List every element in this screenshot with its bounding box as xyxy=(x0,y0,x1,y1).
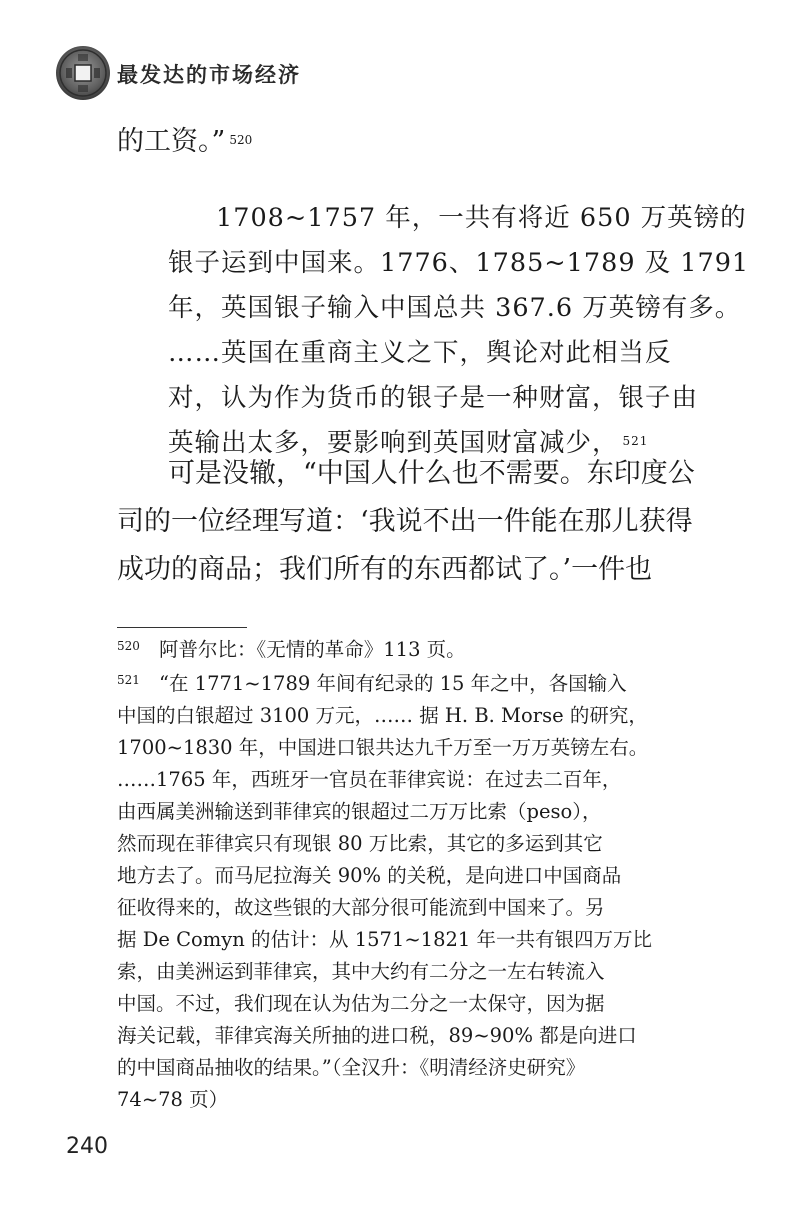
coin-icon xyxy=(55,45,111,101)
running-header xyxy=(55,45,755,105)
footnote-line: 征收得来的，故这些银的大部分很可能流到中国来了。另 xyxy=(117,896,605,919)
quote-line: 年，英国银子输入中国总共 367.6 万英镑有多。 xyxy=(168,293,742,323)
footnote-line: 索，由美洲运到菲律宾，其中大约有二分之一左右转流入 xyxy=(117,960,605,983)
footnote-ref-520: 520 xyxy=(229,133,253,147)
footnote-line: “在 1771~1789 年间有纪录的 15 年之中，各国输入 xyxy=(159,672,627,695)
footnote-line: 中国。不过，我们现在认为估为二分之一太保守，因为据 xyxy=(117,992,605,1015)
footnote-line: 阿普尔比：《无情的革命》113 页。 xyxy=(159,638,466,661)
footnote-ref-521: 521 xyxy=(622,434,649,448)
footnote-line: 海关记载，菲律宾海关所抽的进口税，89~90% 都是向进口 xyxy=(117,1024,637,1047)
footnote-line: 据 De Comyn 的估计：从 1571~1821 年一共有银四万万比 xyxy=(117,928,652,951)
footnote-line: ……1765 年，西班牙一官员在菲律宾说：在过去二百年， xyxy=(117,768,622,791)
footnote-521 xyxy=(117,668,670,1116)
footnote-line: 中国的白银超过 3100 万元，…… 据 H. B. Morse 的研究， xyxy=(117,704,648,727)
quote-line: 银子运到中国来。1776、1785~1789 及 1791 xyxy=(168,248,750,278)
page-number: 240 xyxy=(66,1134,108,1159)
body-line: 可是没辙，“中国人什么也不需要。东印度公 xyxy=(168,458,695,489)
footnote-line: 74~78 页） xyxy=(117,1088,229,1111)
body-line: 成功的商品；我们所有的东西都试了。’一件也 xyxy=(117,554,653,585)
body-line-top-text: 的工资。” xyxy=(117,126,226,157)
quote-line: 1708~1757 年，一共有将近 650 万英镑的 xyxy=(216,203,747,233)
body-line: 司的一位经理写道：‘我说不出一件能在那儿获得 xyxy=(117,506,693,537)
header-title: 最发达的市场经济 xyxy=(117,62,301,87)
footnote-line: 地方去了。而马尼拉海关 90% 的关税，是向进口中国商品 xyxy=(117,864,622,887)
footnote-number: 521 xyxy=(117,673,140,687)
body-line-top xyxy=(117,118,677,166)
quote-line: ……英国在重商主义之下，舆论对此相当反 xyxy=(168,338,672,368)
footnote-line: 1700~1830 年，中国进口银共达九千万至一万万英镑左右。 xyxy=(117,736,649,759)
quote-line: 对，认为作为货币的银子是一种财富，银子由 xyxy=(168,383,699,413)
footnote-line: 由西属美洲输送到菲律宾的银超过二万万比索（peso）， xyxy=(117,800,602,823)
footnote-number: 520 xyxy=(117,639,140,653)
footnote-line: 的中国商品抽收的结果。”（全汉升：《明清经济史研究》 xyxy=(117,1056,586,1079)
footnote-line: 然而现在菲律宾只有现银 80 万比索，其它的多运到其它 xyxy=(117,832,603,855)
footnote-520 xyxy=(117,634,670,666)
quote-line-text: 英输出太多，要影响到英国财富减少， xyxy=(168,428,619,458)
footnote-divider xyxy=(117,627,247,628)
